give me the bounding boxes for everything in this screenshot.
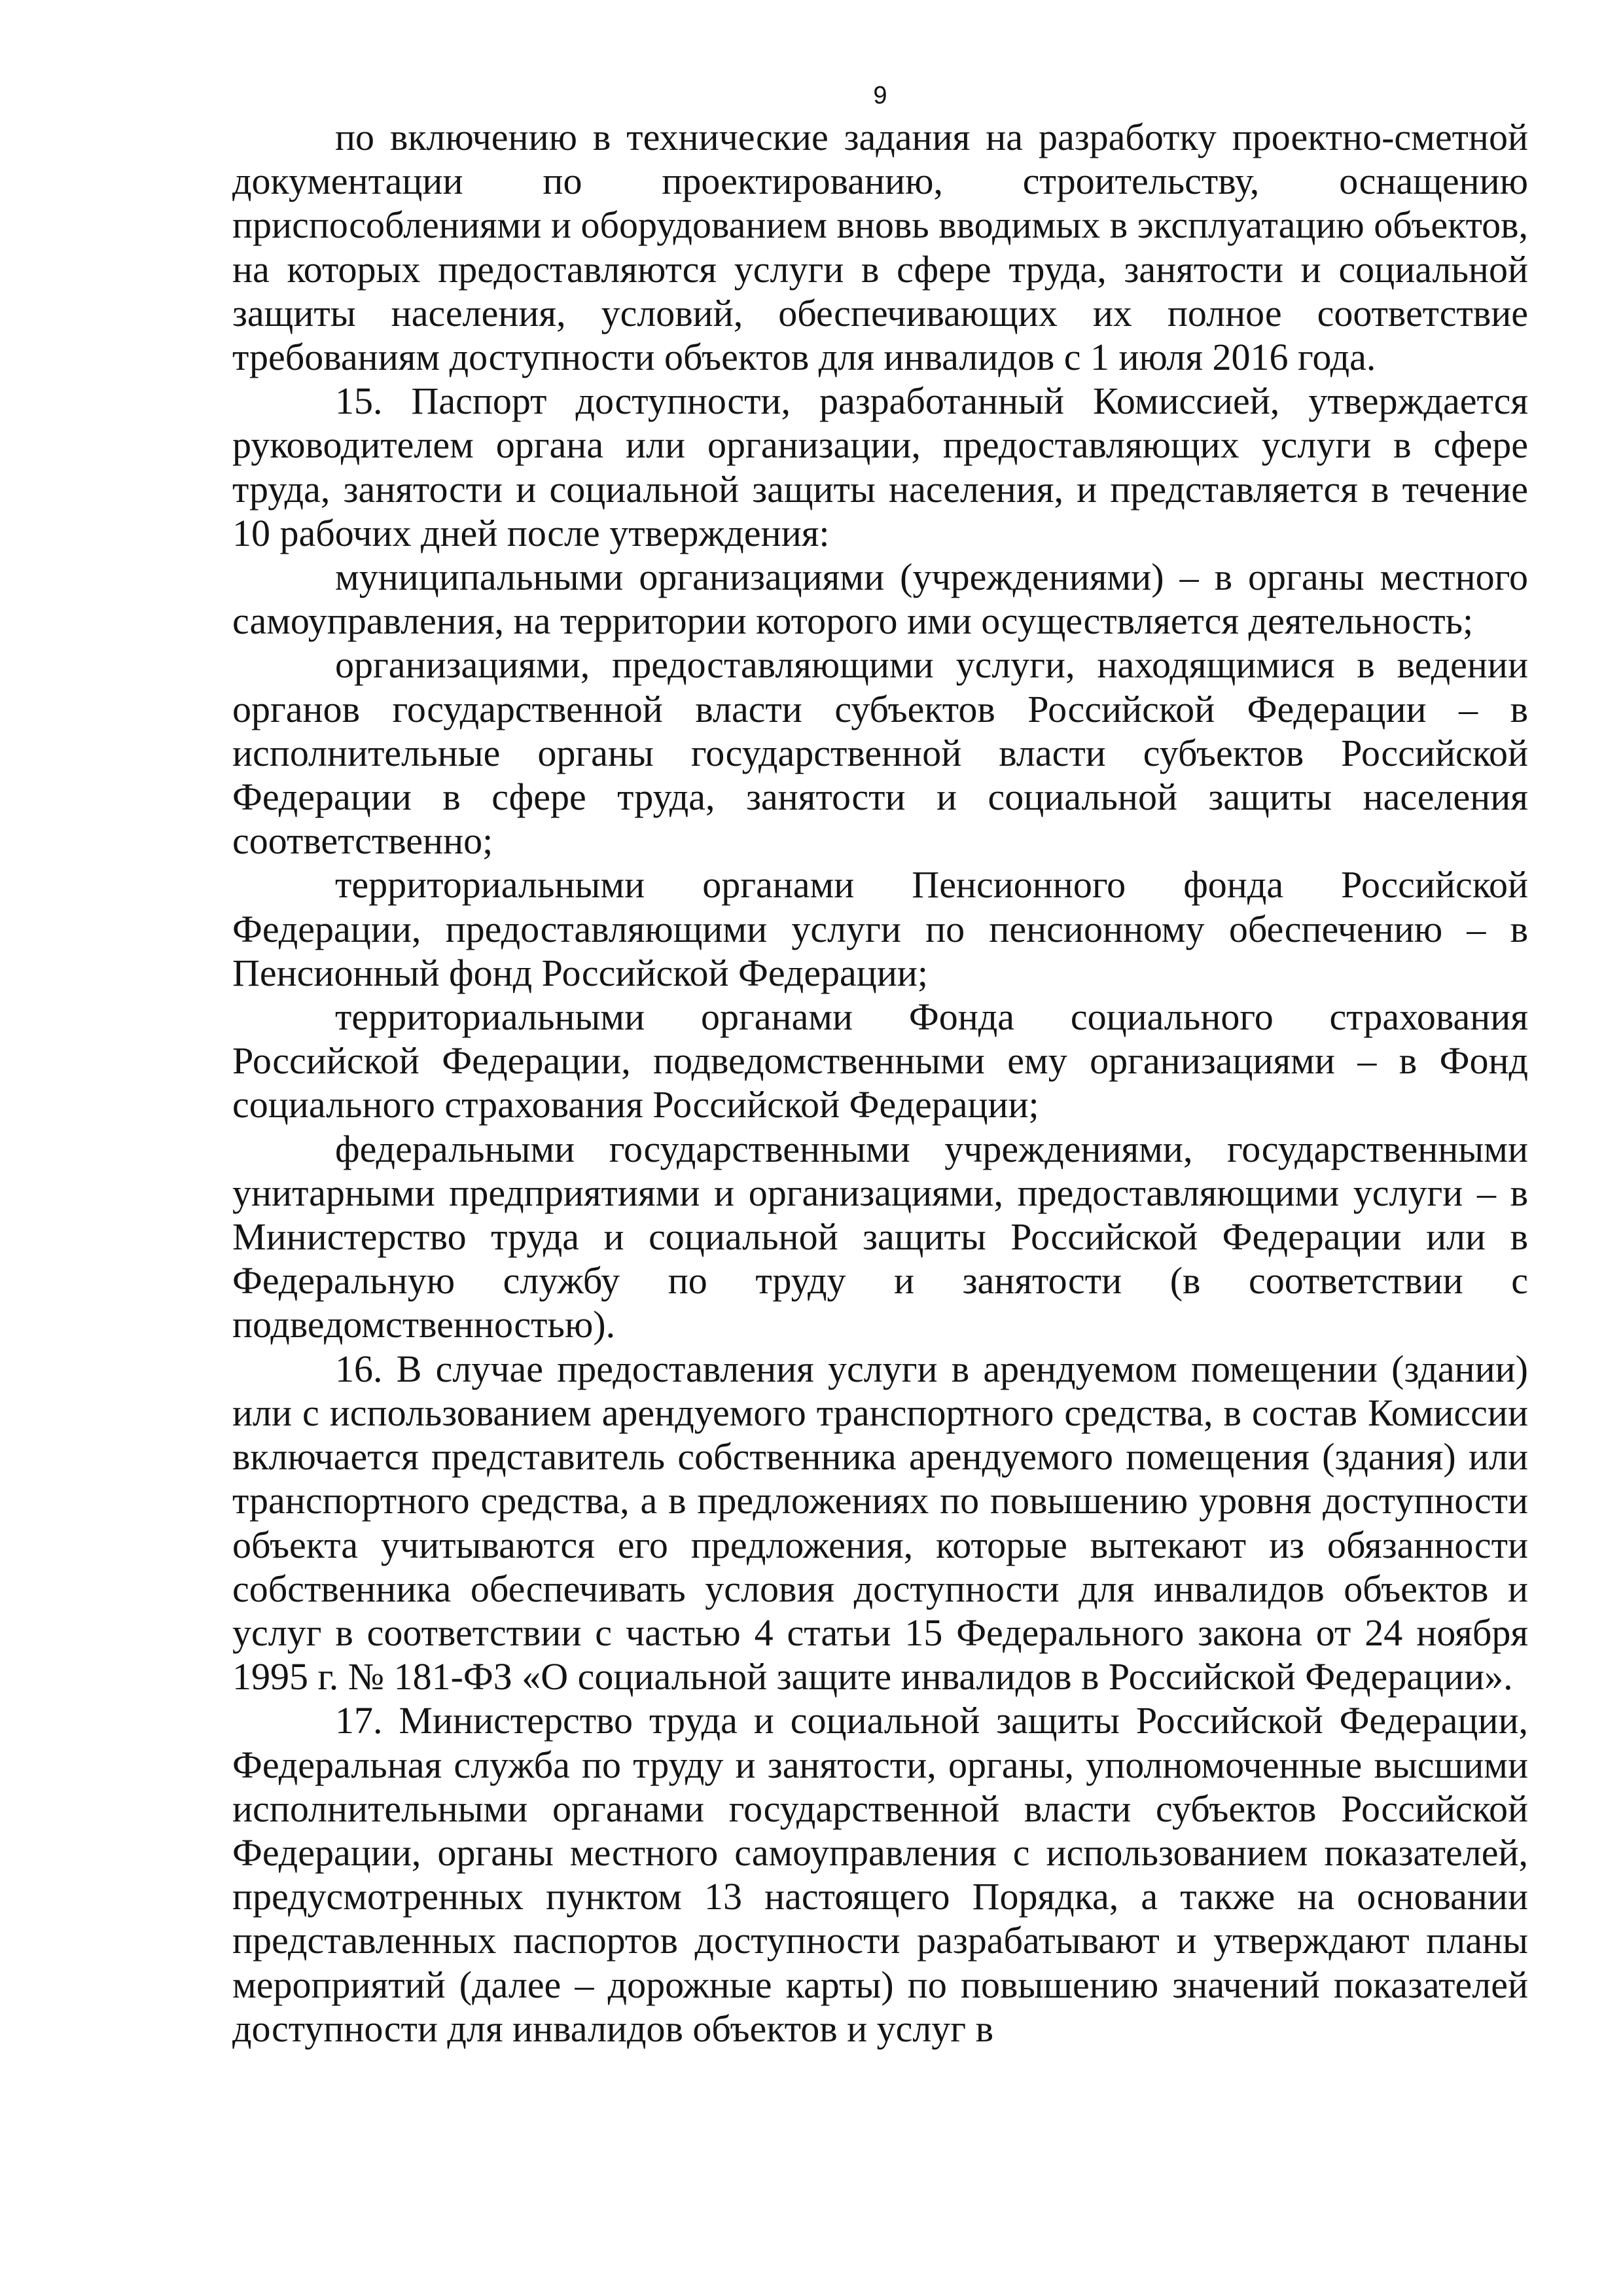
paragraph-item-16: 16. В случае предоставления услуги в арендуемом помещении (здании) или с использованием арендуемого транспортного средства, в состав Комиссии включается представитель собственника арендуемого помещения (здания) или транспортного средства, а в предложениях по повышению уровня доступности объекта учитываются его предложения, которые вытекают из обязанности собственника обеспечивать условия доступности для инвалидов объектов и услуг в соответствии с частью 4 статьи 15 Федерального закона от 24 ноября 1995 г. № 181-ФЗ «О социальной защите инвалидов в Российской Федерации». [232, 1347, 1528, 1698]
paragraph-item-15-pension: территориальными органами Пенсионного фонда Российской Федерации, предоставляющими услуги по пенсионному обеспечению – в Пенсионный фонд Российской Федерации; [232, 863, 1528, 994]
paragraph-item-15: 15. Паспорт доступности, разработанный Комиссией, утверждается руководителем органа или организации, предоставляющих услуги в сфере труда, занятости и социальной защиты населения, и представляется в течение 10 рабочих дней после утверждения: [232, 380, 1528, 554]
paragraph-item-15-social-insurance: территориальными органами Фонда социального страхования Российской Федерации, подведомственными ему организациями – в Фонд социального страхования Российской Федерации; [232, 996, 1528, 1126]
paragraph-item-17: 17. Министерство труда и социальной защиты Российской Федерации, Федеральная служба по труду и занятости, органы, уполномоченные высшими исполнительными органами государственной власти субъектов Российской Федерации, органы местного самоуправления с использованием показателей, предусмотренных пунктом 13 настоящего Порядка, а также на основании представленных паспортов доступности разрабатывают и утверждают планы мероприятий (далее – дорожные карты) по повышению значений показателей доступности для инвалидов объектов и услуг в [232, 1699, 1528, 2050]
paragraph-item-15-regional: организациями, предоставляющими услуги, находящимися в ведении органов государственной власти субъектов Российской Федерации – в исполнительные органы государственной власти субъектов Российской Федерации в сфере труда, занятости и социальной защиты населения соответственно; [232, 643, 1528, 863]
paragraph-item-15-federal: федеральными государственными учреждениями, государственными унитарными предприятиями и организациями, предоставляющими услуги – в Министерство труда и социальной защиты Российской Федерации или в Федеральную службу по труду и занятости (в соответствии с подведомственностью). [232, 1127, 1528, 1346]
page-number: 9 [873, 82, 887, 109]
paragraph-item-15-municipal: муниципальными организациями (учреждениями) – в органы местного самоуправления, на территории которого ими осуществляется деятельность; [232, 556, 1528, 643]
document-body [232, 115, 1528, 2051]
paragraph-continuation: по включению в технические задания на разработку проектно-сметной документации по проектированию, строительству, оснащению приспособлениями и оборудованием вновь вводимых в эксплуатацию объектов, на которых предоставляются услуги в сфере труда, занятости и социальной защиты населения, условий, обеспечивающих их полное соответствие требованиям доступности объектов для инвалидов с 1 июля 2016 года. [232, 116, 1528, 379]
